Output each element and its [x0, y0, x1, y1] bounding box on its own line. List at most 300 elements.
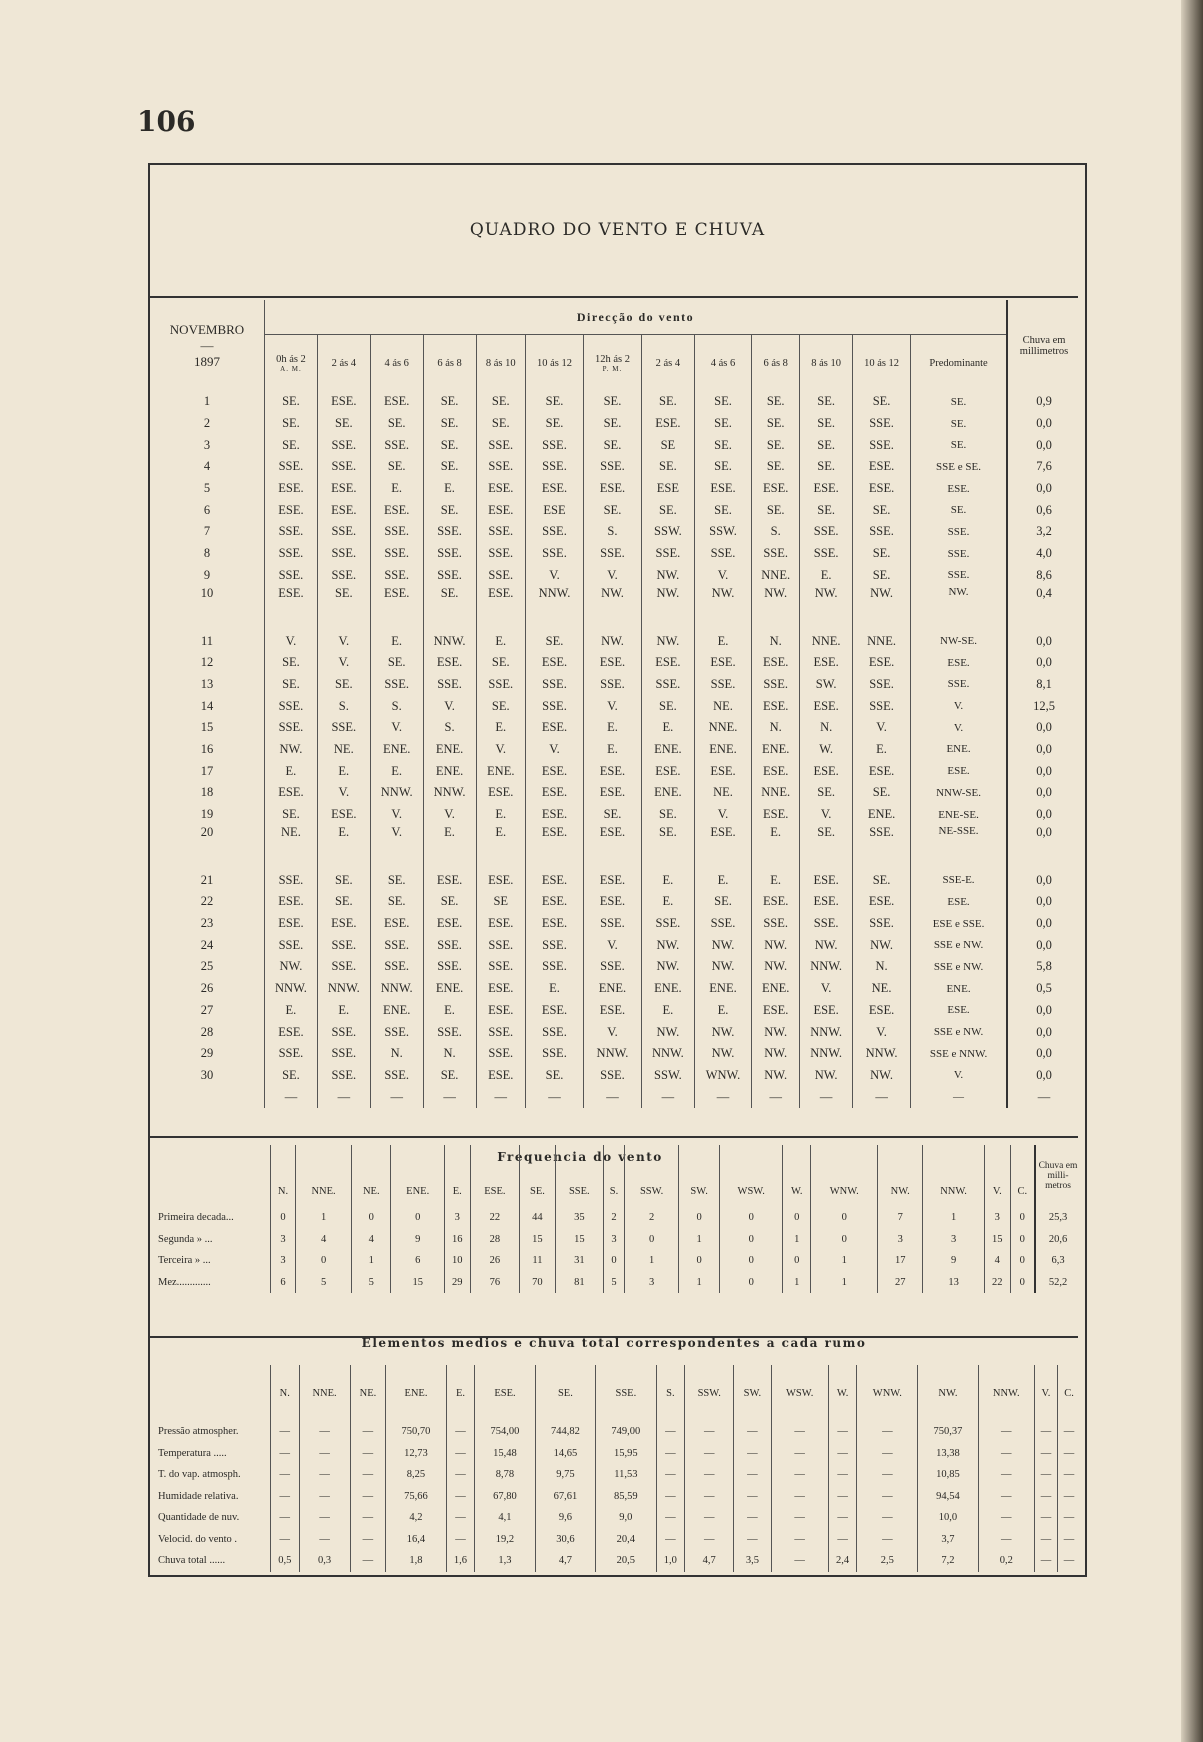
freq-value: 81 — [555, 1272, 603, 1294]
direction-cell: SSE. — [317, 934, 370, 956]
freq-dir-header: ESE. — [470, 1145, 520, 1207]
freq-value: 3 — [444, 1207, 470, 1229]
freq-row-label: Segunda » ... — [158, 1233, 213, 1245]
direction-cell: SSE. — [317, 1065, 370, 1087]
direction-cell: SE. — [752, 434, 800, 456]
elem-value: 7,2 — [918, 1550, 978, 1572]
direction-cell: SE. — [423, 391, 476, 413]
direction-cell: V. — [423, 695, 476, 717]
page-edge-shadow — [1181, 0, 1203, 1742]
elem-value: — — [978, 1507, 1034, 1529]
direction-cell: SE. — [526, 413, 584, 435]
elem-row — [150, 1421, 1080, 1443]
elem-value: — — [734, 1529, 771, 1551]
elem-value: — — [857, 1507, 918, 1529]
direction-cell: ESE. — [317, 913, 370, 935]
direction-cell: ESE. — [265, 478, 318, 500]
direction-cell: SE. — [800, 825, 853, 869]
direction-cell: V. — [800, 804, 853, 826]
direction-cell: NNW. — [583, 1043, 641, 1065]
elem-value: — — [1034, 1464, 1057, 1486]
direction-cell: S. — [370, 695, 423, 717]
direction-cell: ESE. — [265, 782, 318, 804]
elem-dir-header: W. — [828, 1365, 857, 1421]
elem-value: 14,65 — [535, 1443, 595, 1465]
direction-cell: — — [800, 1086, 853, 1108]
direction-cell: E. — [476, 717, 526, 739]
elem-value: — — [656, 1529, 685, 1551]
day-number: 4 — [203, 459, 211, 474]
direction-cell: V. — [317, 630, 370, 652]
elem-dir-header: NE. — [350, 1365, 386, 1421]
elem-value: 10,0 — [918, 1507, 978, 1529]
direction-cell: SSE. — [423, 1021, 476, 1043]
elem-value: — — [828, 1421, 857, 1443]
elem-value: 4,7 — [685, 1550, 734, 1572]
direction-cell: NE. — [694, 782, 751, 804]
direction-cell: SSE. — [526, 521, 584, 543]
direction-cell: ENE. — [911, 978, 1007, 1000]
table-row — [150, 934, 1080, 956]
direction-cell: SSE. — [265, 717, 318, 739]
elem-value: 3,5 — [734, 1550, 771, 1572]
direction-cell: SE. — [641, 825, 694, 869]
elem-value: — — [1034, 1507, 1057, 1529]
freq-rain-header: Chuva em milli-metros — [1035, 1145, 1080, 1207]
day-number: 27 — [200, 1002, 214, 1017]
freq-value: 5 — [295, 1272, 351, 1294]
direction-cell: NNW. — [800, 956, 853, 978]
page-title: QUADRO DO VENTO E CHUVA — [469, 220, 766, 240]
direction-cell: ESE. — [476, 1065, 526, 1087]
direction-cell: ESE. — [265, 586, 318, 630]
elem-value: 8,25 — [386, 1464, 446, 1486]
direction-cell: SE. — [476, 413, 526, 435]
direction-cell: SSE. — [370, 521, 423, 543]
direction-cell: SSE. — [265, 1043, 318, 1065]
direction-cell: SE. — [800, 413, 853, 435]
elem-value: — — [350, 1507, 386, 1529]
direction-cell: SE. — [853, 543, 911, 565]
rain-value: 0,0 — [1007, 891, 1080, 913]
direction-cell: SE. — [317, 674, 370, 696]
direction-cell: NNW. — [641, 1043, 694, 1065]
table-row — [150, 1021, 1080, 1043]
elem-value: 19,2 — [475, 1529, 535, 1551]
elem-row — [150, 1443, 1080, 1465]
day-number: 10 — [200, 586, 214, 601]
day-number: 19 — [200, 807, 214, 822]
direction-cell: SSE. — [265, 869, 318, 891]
time-column-header: 4 ás 6 — [694, 335, 751, 392]
direction-cell: SSE. — [694, 543, 751, 565]
freq-value: 3 — [984, 1207, 1010, 1229]
direction-cell: SE. — [694, 391, 751, 413]
day-number: 25 — [200, 959, 214, 974]
elem-value: — — [771, 1486, 828, 1508]
direction-cell: ESE. — [752, 478, 800, 500]
direction-cell: NW. — [641, 1021, 694, 1043]
direction-cell: SE. — [265, 674, 318, 696]
elem-value: — — [299, 1421, 350, 1443]
freq-value: 6,3 — [1035, 1250, 1080, 1272]
freq-value: 29 — [444, 1272, 470, 1294]
elem-value: — — [350, 1486, 386, 1508]
direction-cell: — — [476, 1086, 526, 1108]
direction-cell: ENE. — [694, 739, 751, 761]
time-column-header: 2 ás 4 — [641, 335, 694, 392]
rain-value: 0,0 — [1007, 869, 1080, 891]
direction-cell: SE. — [800, 391, 853, 413]
table-row — [150, 586, 1080, 630]
time-column-header: 4 ás 6 — [370, 335, 423, 392]
elem-value: — — [857, 1464, 918, 1486]
elem-value: 744,82 — [535, 1421, 595, 1443]
direction-cell: SSE. — [911, 543, 1007, 565]
direction-cell: SE. — [752, 499, 800, 521]
time-sub-label: P. M. — [602, 364, 623, 373]
direction-cell: V. — [476, 739, 526, 761]
direction-cell: SE. — [911, 391, 1007, 413]
direction-cell: WNW. — [694, 1065, 751, 1087]
day-number: 5 — [203, 481, 211, 496]
direction-cell: SSE. — [317, 1043, 370, 1065]
direction-cell: ESE. — [476, 499, 526, 521]
direction-cell: E. — [641, 717, 694, 739]
direction-cell: ESE. — [526, 891, 584, 913]
direction-cell: SSE. — [317, 717, 370, 739]
direction-cell: SE. — [265, 1065, 318, 1087]
elem-value: — — [685, 1443, 734, 1465]
direction-cell: SE. — [476, 391, 526, 413]
freq-value: 25,3 — [1035, 1207, 1080, 1229]
direction-cell: SSE. — [317, 1021, 370, 1043]
direction-cell: SSE. — [476, 1021, 526, 1043]
elem-row-label: T. do vap. atmosph. — [158, 1469, 241, 1481]
direction-cell: SSE. — [641, 543, 694, 565]
direction-cell: ENE. — [423, 739, 476, 761]
direction-cell: SE. — [370, 413, 423, 435]
freq-dir-header: C. — [1010, 1145, 1035, 1207]
day-number: 14 — [200, 698, 214, 713]
direction-cell: SSW. — [641, 521, 694, 543]
direction-cell: E. — [583, 739, 641, 761]
direction-cell: N. — [423, 1043, 476, 1065]
freq-dir-header: WSW. — [720, 1145, 783, 1207]
direction-cell: SE. — [317, 586, 370, 630]
direction-cell: SE. — [911, 434, 1007, 456]
direction-cell: E. — [476, 804, 526, 826]
elem-row-label: Pressão atmospher. — [158, 1426, 239, 1438]
direction-cell: SSE. — [752, 543, 800, 565]
freq-value: 0 — [1010, 1229, 1035, 1251]
direction-cell: SSE. — [641, 913, 694, 935]
elem-value: 15,48 — [475, 1443, 535, 1465]
freq-value: 2 — [604, 1207, 625, 1229]
table-row — [150, 565, 1080, 587]
direction-cell: ESE. — [526, 652, 584, 674]
elem-value: 1,6 — [446, 1550, 475, 1572]
elem-value: — — [271, 1443, 300, 1465]
direction-cell: ESE. — [752, 652, 800, 674]
table-row — [150, 434, 1080, 456]
freq-value: 31 — [555, 1250, 603, 1272]
elem-dir-header: C. — [1058, 1365, 1080, 1421]
direction-cell: S. — [423, 717, 476, 739]
direction-cell: SSE. — [423, 956, 476, 978]
direction-cell: SSE. — [370, 674, 423, 696]
freq-dir-header: W. — [783, 1145, 811, 1207]
direction-cell: NE. — [694, 695, 751, 717]
direction-cell: E. — [694, 630, 751, 652]
direction-cell: ESE. — [583, 1000, 641, 1022]
direction-cell: SSE e NW. — [911, 956, 1007, 978]
direction-cell: SSE. — [265, 456, 318, 478]
direction-cell: N. — [752, 717, 800, 739]
direction-cell: SSE. — [317, 956, 370, 978]
direction-cell: V. — [583, 695, 641, 717]
elem-value: 750,70 — [386, 1421, 446, 1443]
direction-cell: ENE. — [694, 978, 751, 1000]
direction-cell: V. — [583, 565, 641, 587]
freq-value: 0 — [391, 1207, 445, 1229]
freq-value: 15 — [555, 1229, 603, 1251]
day-number: 16 — [200, 741, 214, 756]
elem-value: — — [656, 1464, 685, 1486]
elem-value: 4,7 — [535, 1550, 595, 1572]
elem-value: — — [857, 1443, 918, 1465]
elem-value: 9,0 — [596, 1507, 656, 1529]
direction-cell: SSE. — [265, 565, 318, 587]
direction-cell: SE — [641, 434, 694, 456]
elem-value: — — [350, 1443, 386, 1465]
direction-cell: NW. — [752, 934, 800, 956]
time-column-header: 2 ás 4 — [317, 335, 370, 392]
rain-value: 0,0 — [1007, 760, 1080, 782]
direction-cell: SE. — [694, 434, 751, 456]
freq-value: 0 — [679, 1207, 720, 1229]
direction-cell: V. — [370, 825, 423, 869]
direction-cell: NNW. — [370, 978, 423, 1000]
elem-row — [150, 1550, 1080, 1572]
direction-cell: NNE. — [694, 717, 751, 739]
elem-value: — — [771, 1550, 828, 1572]
freq-value: 1 — [352, 1250, 391, 1272]
direction-cell: SSE. — [317, 434, 370, 456]
freq-value: 3 — [923, 1229, 985, 1251]
direction-cell: SSE. — [853, 434, 911, 456]
direction-cell: NNW. — [526, 586, 584, 630]
elem-value: 67,80 — [475, 1486, 535, 1508]
time-column-header: 8 ás 10 — [800, 335, 853, 392]
elem-value: — — [1058, 1421, 1080, 1443]
elem-value: — — [1034, 1529, 1057, 1551]
elem-value: 749,00 — [596, 1421, 656, 1443]
elem-dir-header: NNE. — [299, 1365, 350, 1421]
day-number: 29 — [200, 1046, 214, 1061]
elem-value: 94,54 — [918, 1486, 978, 1508]
freq-row — [150, 1229, 1080, 1251]
direction-cell: SE. — [423, 586, 476, 630]
table-row — [150, 478, 1080, 500]
day-number: 21 — [200, 872, 214, 887]
day-number: 8 — [203, 546, 211, 561]
direction-cell: SSE. — [800, 913, 853, 935]
freq-value: 10 — [444, 1250, 470, 1272]
elem-row-label: Chuva total ...... — [158, 1555, 226, 1567]
freq-value: 1 — [679, 1229, 720, 1251]
direction-cell: ESE. — [694, 825, 751, 869]
direction-cell: SSE. — [476, 521, 526, 543]
table-row — [150, 891, 1080, 913]
direction-cell: N. — [853, 956, 911, 978]
direction-cell: V. — [583, 1021, 641, 1043]
direction-cell: W. — [800, 739, 853, 761]
direction-cell: ESE. — [911, 652, 1007, 674]
direction-cell: SSE e NW. — [911, 1021, 1007, 1043]
direction-cell: SSE. — [853, 825, 911, 869]
direction-cell: — — [526, 1086, 584, 1108]
elem-value: — — [271, 1529, 300, 1551]
elem-value: 30,6 — [535, 1529, 595, 1551]
rain-value: — — [1007, 1086, 1080, 1108]
direction-cell: SE. — [526, 1065, 584, 1087]
table-row — [150, 695, 1080, 717]
direction-cell: E. — [476, 825, 526, 869]
day-number: 30 — [200, 1067, 214, 1082]
table-row — [150, 913, 1080, 935]
direction-cell: — — [423, 1086, 476, 1108]
rain-value: 0,0 — [1007, 782, 1080, 804]
direction-cell: E. — [423, 478, 476, 500]
direction-cell: E. — [370, 478, 423, 500]
freq-dir-header: SSW. — [625, 1145, 679, 1207]
direction-cell: ESE. — [853, 456, 911, 478]
elem-dir-header: NW. — [918, 1365, 978, 1421]
elem-value: — — [1058, 1529, 1080, 1551]
direction-cell: ESE. — [752, 760, 800, 782]
direction-cell: SE. — [641, 499, 694, 521]
freq-value: 27 — [878, 1272, 923, 1294]
direction-cell: ESE. — [853, 1000, 911, 1022]
direction-cell: SE. — [583, 391, 641, 413]
direction-cell: ESE. — [265, 499, 318, 521]
direction-cell: NW. — [911, 586, 1007, 630]
freq-value: 76 — [470, 1272, 520, 1294]
time-column-header: 10 ás 12 — [526, 335, 584, 392]
freq-value: 17 — [878, 1250, 923, 1272]
day-number: 15 — [200, 720, 214, 735]
elem-value: 9,6 — [535, 1507, 595, 1529]
direction-cell: SE. — [423, 891, 476, 913]
direction-cell: V. — [370, 804, 423, 826]
direction-cell: SE. — [800, 456, 853, 478]
time-sub-label: A. M. — [280, 364, 302, 373]
day-number: 3 — [203, 437, 211, 452]
direction-cell: ENE-SE. — [911, 804, 1007, 826]
elem-dir-header: N. — [271, 1365, 300, 1421]
elem-value: 10,85 — [918, 1464, 978, 1486]
day-number: 23 — [200, 916, 214, 931]
direction-cell: SE. — [265, 804, 318, 826]
direction-cell: SE. — [800, 499, 853, 521]
direction-cell: SSE. — [317, 521, 370, 543]
table-row — [150, 652, 1080, 674]
direction-cell: NW. — [752, 1021, 800, 1043]
elem-value: — — [350, 1550, 386, 1572]
direction-cell: NNW. — [317, 978, 370, 1000]
table-row — [150, 869, 1080, 891]
direction-cell: NW. — [752, 956, 800, 978]
day-number: 22 — [200, 894, 214, 909]
direction-cell: ESE. — [526, 760, 584, 782]
direction-cell: E. — [265, 760, 318, 782]
divider — [150, 1136, 1078, 1138]
direction-cell: E. — [317, 760, 370, 782]
page-number: 106 — [137, 105, 196, 138]
direction-cell: NW-SE. — [911, 630, 1007, 652]
direction-cell: SE. — [853, 499, 911, 521]
day-number: 28 — [200, 1024, 214, 1039]
direction-cell: NW. — [641, 630, 694, 652]
direction-cell: V. — [911, 1065, 1007, 1087]
elem-row — [150, 1486, 1080, 1508]
elem-value: — — [685, 1486, 734, 1508]
elem-value: — — [446, 1421, 475, 1443]
direction-cell: NNW-SE. — [911, 782, 1007, 804]
freq-dir-header: WNW. — [811, 1145, 878, 1207]
elem-value: — — [656, 1486, 685, 1508]
direction-cell: NNE. — [752, 782, 800, 804]
direction-cell: E. — [752, 825, 800, 869]
direction-cell: SSE. — [853, 695, 911, 717]
elem-value: — — [978, 1529, 1034, 1551]
table-row — [150, 1043, 1080, 1065]
elem-value: — — [271, 1464, 300, 1486]
table-row — [150, 521, 1080, 543]
table-row — [150, 1086, 1080, 1108]
month-label: NOVEMBRO — [169, 321, 245, 337]
direction-cell: SE. — [423, 413, 476, 435]
direction-cell: ESE. — [911, 478, 1007, 500]
elem-value: 12,73 — [386, 1443, 446, 1465]
elem-value: 85,59 — [596, 1486, 656, 1508]
direction-cell: NNW. — [853, 1043, 911, 1065]
elem-value: 13,38 — [918, 1443, 978, 1465]
elem-value: — — [978, 1421, 1034, 1443]
freq-value: 3 — [604, 1229, 625, 1251]
freq-value: 2 — [625, 1207, 679, 1229]
freq-dir-header: N. — [271, 1145, 296, 1207]
freq-value: 0 — [720, 1229, 783, 1251]
direction-cell: V. — [911, 717, 1007, 739]
direction-cell: SSE. — [526, 674, 584, 696]
direction-cell: SE. — [800, 434, 853, 456]
direction-cell: ESE. — [476, 586, 526, 630]
freq-value: 3 — [271, 1229, 296, 1251]
elem-dir-header: S. — [656, 1365, 685, 1421]
rain-value: 0,0 — [1007, 1000, 1080, 1022]
day-number: 6 — [203, 502, 211, 517]
direction-cell: SSE. — [370, 434, 423, 456]
elem-dir-header: SSW. — [685, 1365, 734, 1421]
direction-cell: NW. — [800, 934, 853, 956]
elem-value: — — [299, 1486, 350, 1508]
direction-cell: E. — [853, 739, 911, 761]
freq-value: 0 — [720, 1207, 783, 1229]
direction-cell: SE. — [583, 413, 641, 435]
direction-cell: SE. — [265, 652, 318, 674]
